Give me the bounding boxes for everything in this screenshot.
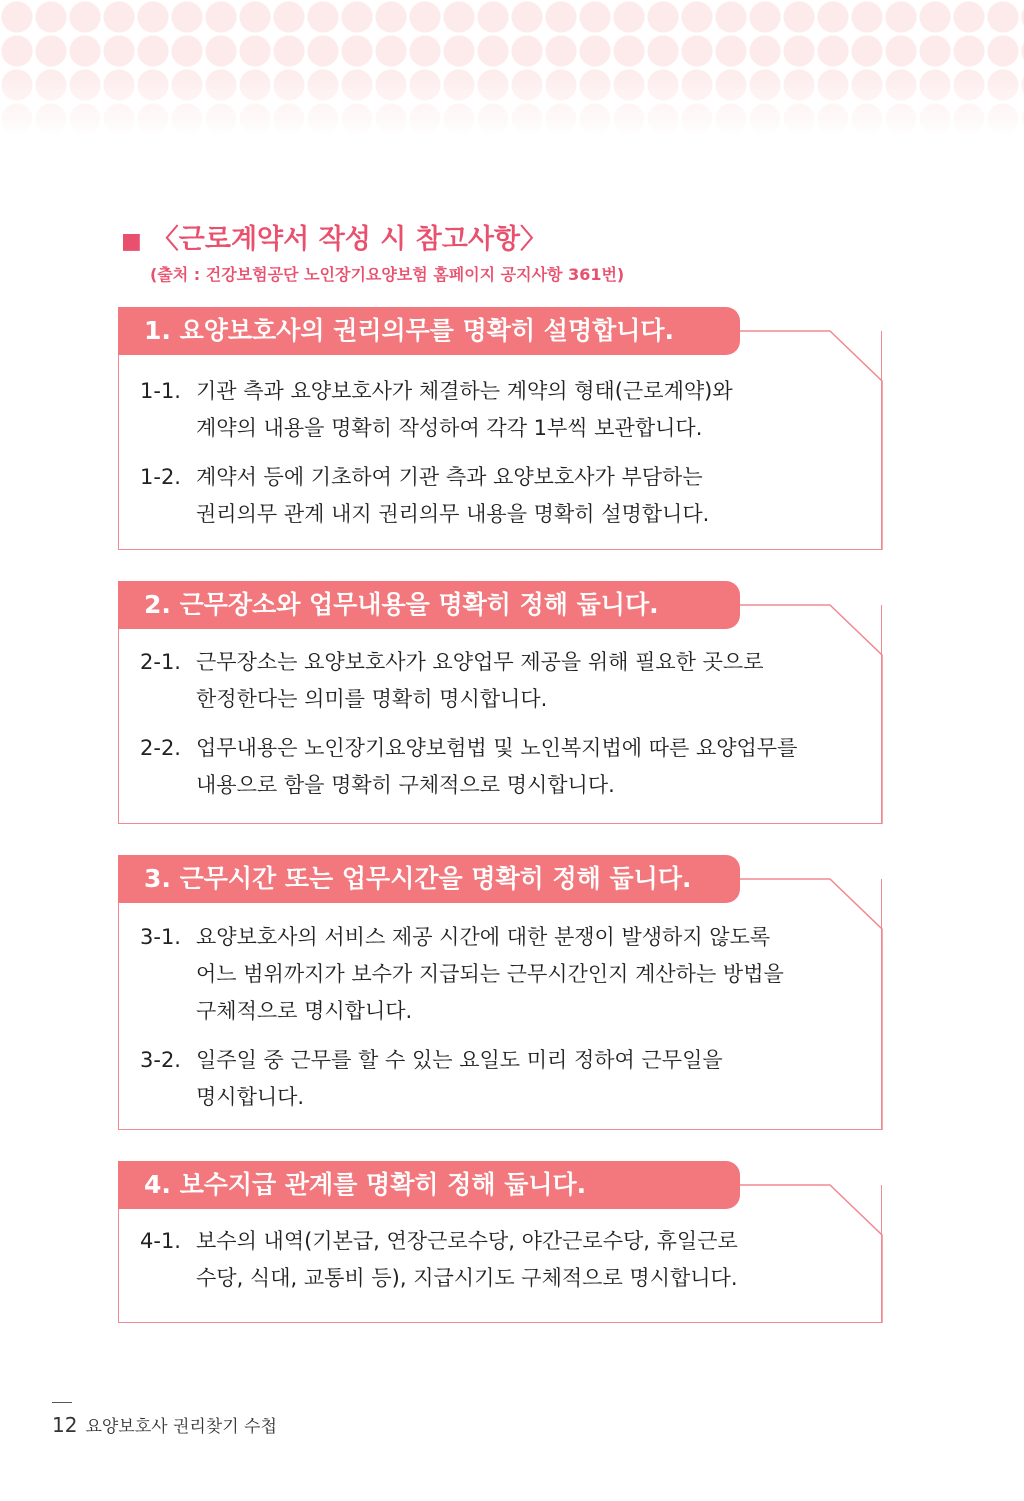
list-item xyxy=(140,730,870,804)
item-number: 4-1. xyxy=(140,1229,181,1253)
item-number: 3-1. xyxy=(140,925,181,949)
section-items xyxy=(140,1223,870,1309)
list-item xyxy=(140,919,870,1030)
item-line: 요양보호사의 서비스 제공 시간에 대한 분쟁이 발생하지 않도록 xyxy=(196,925,771,949)
section-3 xyxy=(118,855,882,1130)
section-title: 2. 근무장소와 업무내용을 명확히 정해 둡니다. xyxy=(118,581,740,629)
section-4 xyxy=(118,1161,882,1323)
item-line: 수당, 식대, 교통비 등), 지급시기도 구체적으로 명시합니다. xyxy=(196,1266,738,1290)
item-line: 한정한다는 의미를 명확히 명시합니다. xyxy=(196,687,548,711)
item-line: 계약의 내용을 명확히 작성하여 각각 1부씩 보관합니다. xyxy=(196,416,703,440)
list-item xyxy=(140,1223,870,1297)
item-line: 권리의무 관계 내지 권리의무 내용을 명확히 설명합니다. xyxy=(196,502,710,526)
item-line: 계약서 등에 기초하여 기관 측과 요양보호사가 부담하는 xyxy=(196,465,703,489)
list-item xyxy=(140,459,870,533)
page-heading xyxy=(121,222,547,260)
item-number: 1-1. xyxy=(140,379,181,403)
section-title: 4. 보수지급 관계를 명확히 정해 둡니다. xyxy=(118,1161,740,1209)
item-line: 기관 측과 요양보호사가 체결하는 계약의 형태(근로계약)와 xyxy=(196,379,733,403)
footer-divider xyxy=(52,1402,72,1403)
item-line: 업무내용은 노인장기요양보험법 및 노인복지법에 따른 요양업무를 xyxy=(196,736,798,760)
item-number: 1-2. xyxy=(140,465,181,489)
page-number: 12 xyxy=(52,1413,78,1437)
item-line: 일주일 중 근무를 할 수 있는 요일도 미리 정하여 근무일을 xyxy=(196,1048,723,1072)
item-line: 명시합니다. xyxy=(196,1085,305,1109)
square-bullet-icon: ■ xyxy=(121,229,142,254)
item-number: 2-1. xyxy=(140,650,181,674)
decorative-dot-pattern xyxy=(0,0,1024,140)
item-number: 2-2. xyxy=(140,736,181,760)
section-title: 3. 근무시간 또는 업무시간을 명확히 정해 둡니다. xyxy=(118,855,740,903)
item-line: 보수의 내역(기본급, 연장근로수당, 야간근로수당, 휴일근로 xyxy=(196,1229,738,1253)
item-line: 내용으로 함을 명확히 구체적으로 명시합니다. xyxy=(196,773,615,797)
source-note: (출처 : 건강보험공단 노인장기요양보험 홈페이지 공지사항 361번) xyxy=(150,265,625,284)
section-1 xyxy=(118,307,882,550)
list-item xyxy=(140,1042,870,1116)
section-items xyxy=(140,373,870,545)
book-title: 요양보호사 권리찾기 수첩 xyxy=(85,1417,277,1437)
section-items xyxy=(140,644,870,816)
section-items xyxy=(140,919,870,1128)
item-line: 근무장소는 요양보호사가 요양업무 제공을 위해 필요한 곳으로 xyxy=(196,650,764,674)
item-number: 3-2. xyxy=(140,1048,181,1072)
item-line: 어느 범위까지가 보수가 지급되는 근무시간인지 계산하는 방법을 xyxy=(196,962,784,986)
list-item xyxy=(140,644,870,718)
heading-title: 〈근로계약서 작성 시 참고사항〉 xyxy=(151,224,547,255)
item-line: 구체적으로 명시합니다. xyxy=(196,999,413,1023)
section-title: 1. 요양보호사의 권리의무를 명확히 설명합니다. xyxy=(118,307,740,355)
section-2 xyxy=(118,581,882,824)
list-item xyxy=(140,373,870,447)
page-footer xyxy=(52,1412,277,1437)
